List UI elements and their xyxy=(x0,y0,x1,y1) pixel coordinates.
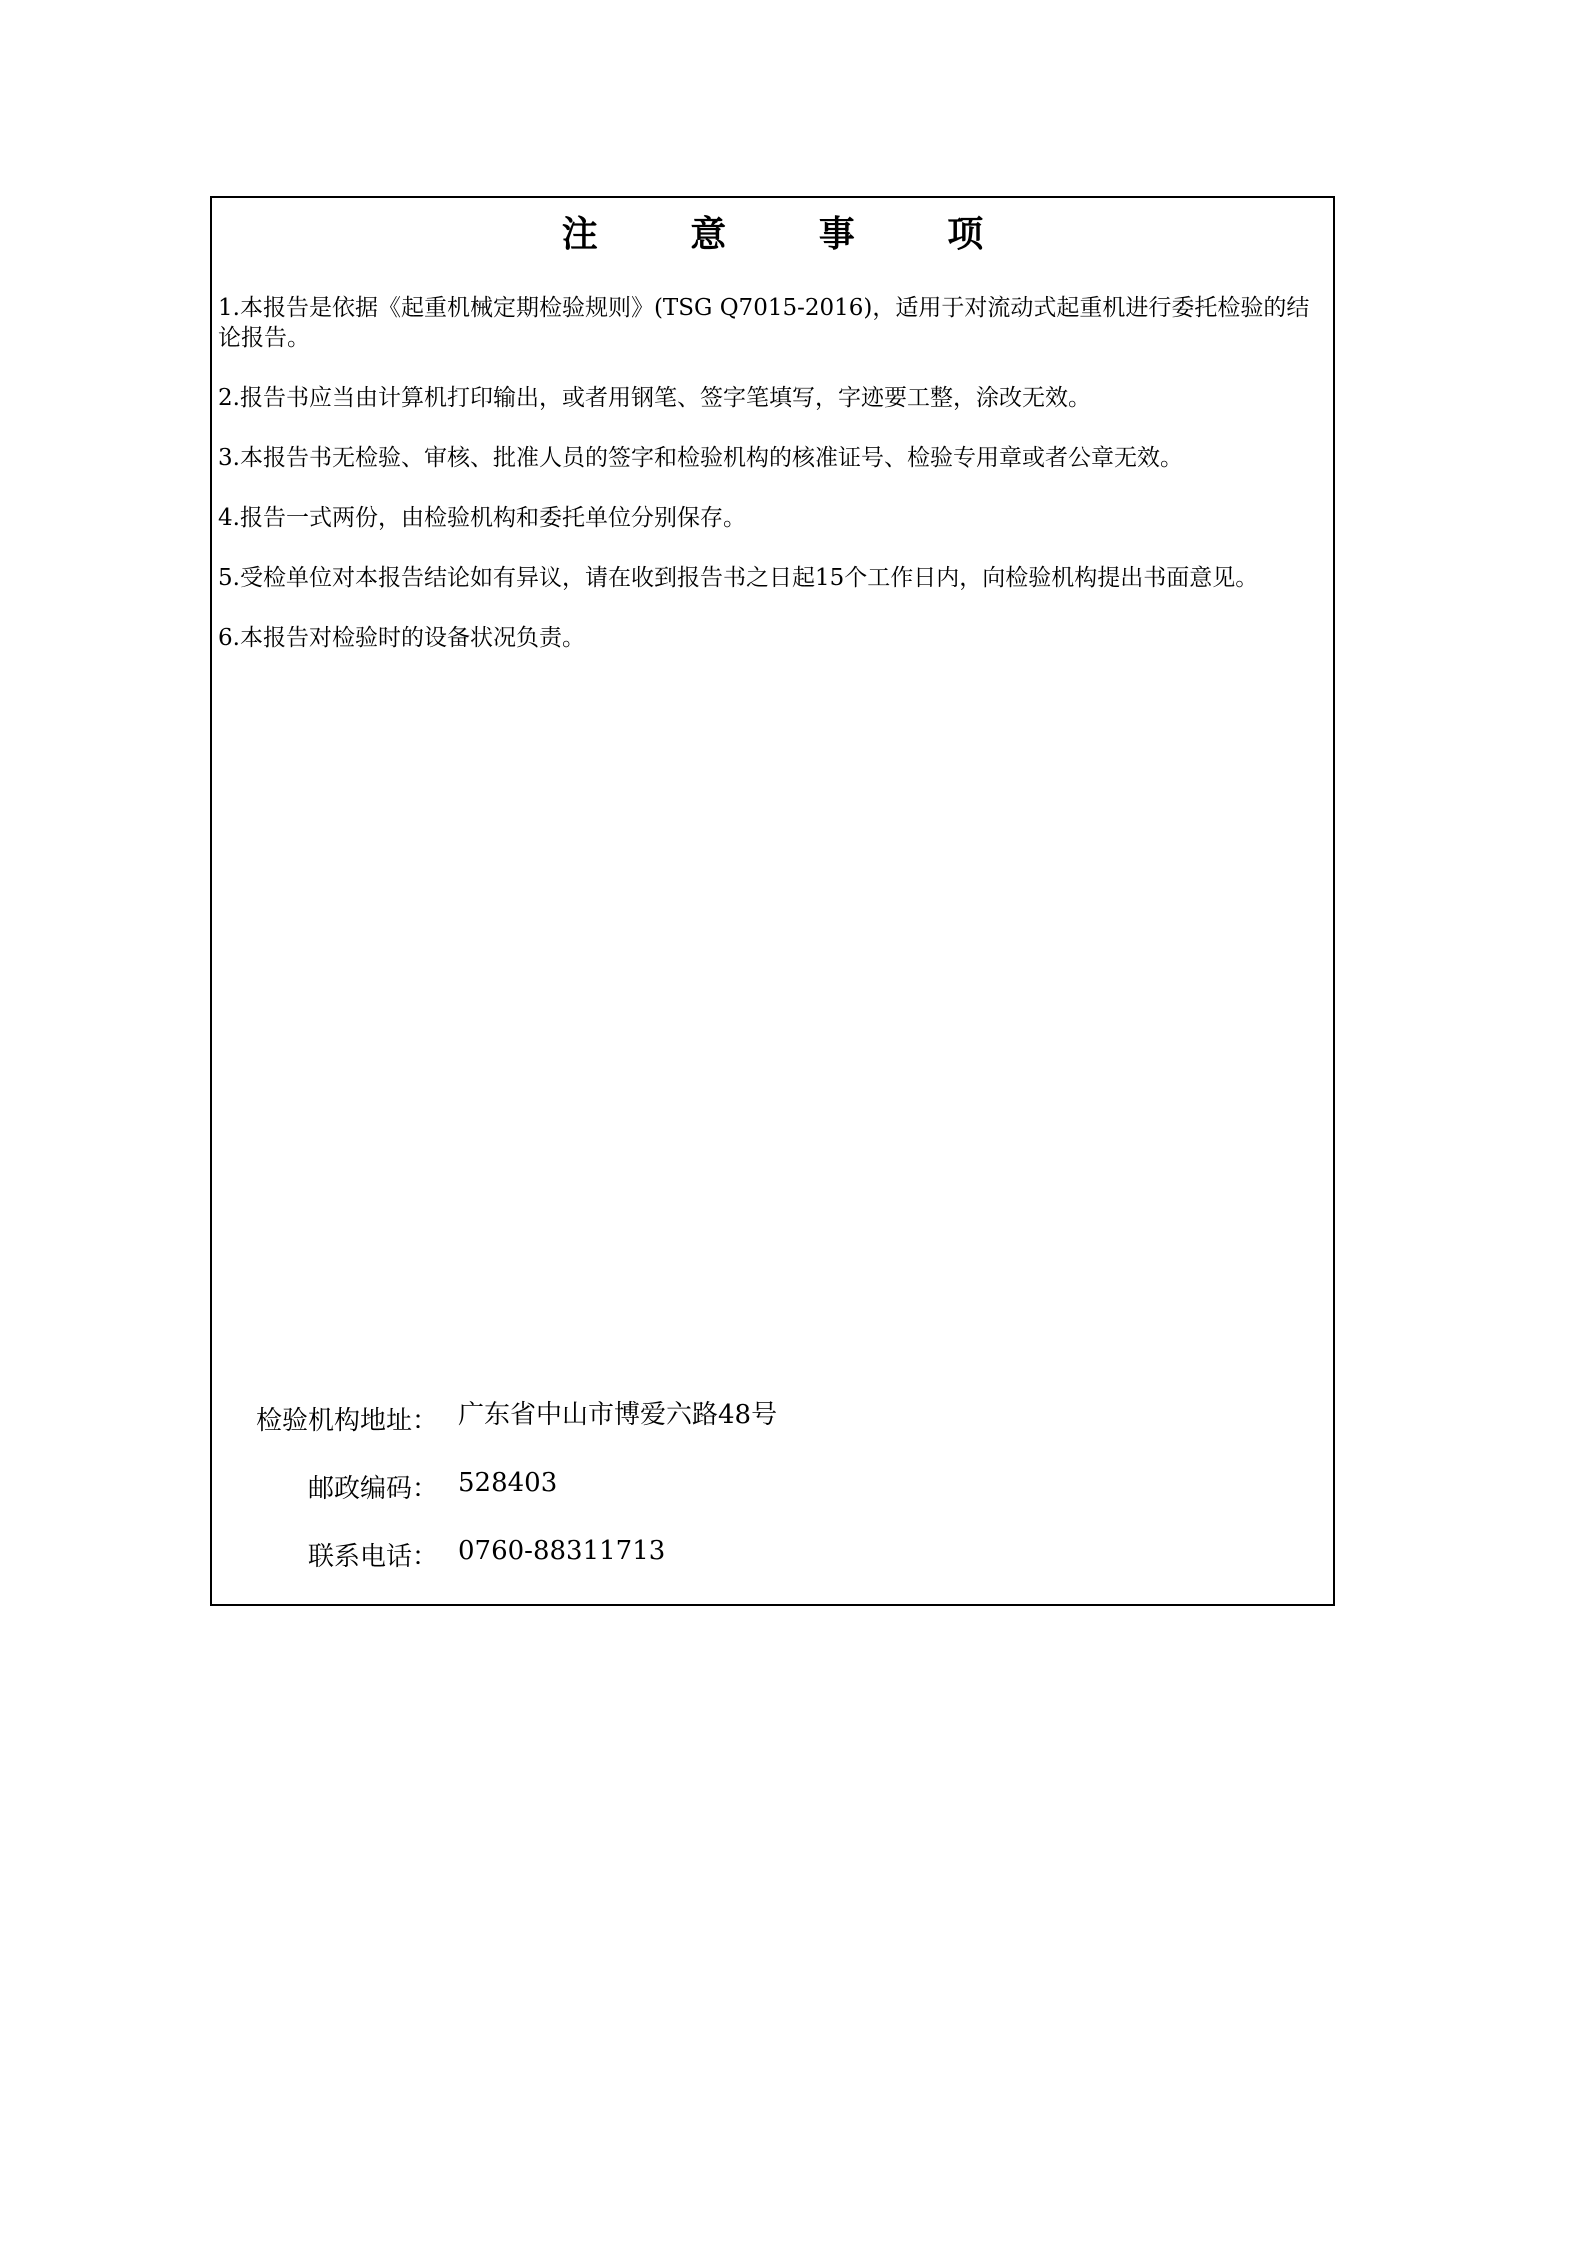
postcode-value: 528403 xyxy=(458,1468,558,1498)
postcode-label: 邮政编码： xyxy=(307,1474,438,1504)
address-label: 检验机构地址： xyxy=(255,1406,438,1436)
address-row xyxy=(212,1400,1333,1471)
notice-item-5: 5.受检单位对本报告结论如有异议，请在收到报告书之日起15个工作日内，向检验机构提出书面意见。 xyxy=(218,565,1259,591)
postcode-row xyxy=(212,1468,1333,1539)
phone-value: 0760-88311713 xyxy=(458,1536,666,1566)
phone-label: 联系电话： xyxy=(307,1542,438,1572)
notice-item-4: 4.报告一式两份，由检验机构和委托单位分别保存。 xyxy=(218,505,746,531)
notice-list xyxy=(218,293,1313,683)
address-value: 广东省中山市博爱六路48号 xyxy=(458,1400,778,1430)
contact-info xyxy=(212,1400,1333,1607)
notice-box xyxy=(210,196,1335,1606)
notice-item-1: 1.本报告是依据《起重机械定期检验规则》(TSG Q7015-2016)，适用于对流动式起重机进行委托检验的结论报告。 xyxy=(218,295,1310,351)
notice-item-6: 6.本报告对检验时的设备状况负责。 xyxy=(218,625,585,651)
phone-row xyxy=(212,1536,1333,1607)
notice-item-3: 3.本报告书无检验、审核、批准人员的签字和检验机构的核准证号、检验专用章或者公章无效。 xyxy=(218,445,1183,471)
notice-item-2: 2.报告书应当由计算机打印输出，或者用钢笔、签字笔填写，字迹要工整，涂改无效。 xyxy=(218,385,1091,411)
notice-title: 注 意 事 项 xyxy=(561,213,1024,255)
